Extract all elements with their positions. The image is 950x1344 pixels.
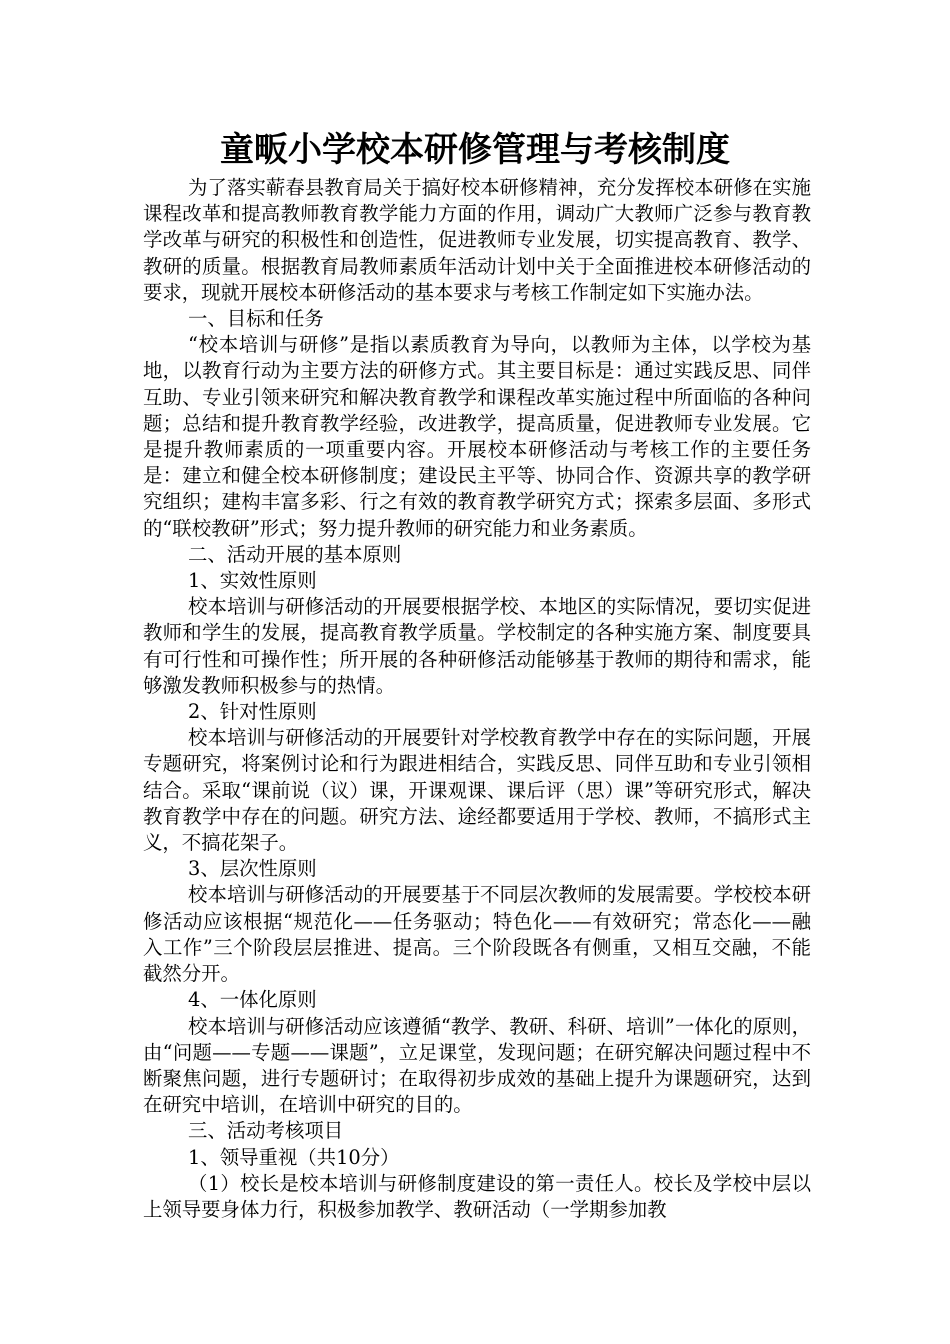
heading-principles: 二、活动开展的基本原则 (188, 542, 402, 566)
paragraph-principle-4: 校本培训与研修活动应该遵循“教学、教研、科研、培训”一体化的原则，由“问题——专题——课题”，立足课堂，发现问题；在研究解决问题过程中不断聚焦问题，进行专题研讨；在取得初步成效的基础上提升为课题研究，达到在研究中培训，在培训中研究的目的。 (143, 1014, 811, 1117)
heading-principle-4: 4、一体化原则 (188, 988, 317, 1012)
paragraph-principle-3: 校本培训与研修活动的开展要基于不同层次教师的发展需要。学校校本研修活动应该根据“规范化——任务驱动；特色化——有效研究；常态化——融入工作”三个阶段层层推进、提高。三个阶段既各有侧重，又相互交融，不能截然分开。 (143, 883, 811, 986)
heading-principle-3: 3、层次性原则 (188, 857, 317, 881)
paragraph-intro: 为了落实蕲春县教育局关于搞好校本研修精神，充分发挥校本研修在实施课程改革和提高教师教育教学能力方面的作用，调动广大教师广泛参与教育教学改革与研究的积极性和创造性，促进教师专业发展，切实提高教育、教学、教研的质量。根据教育局教师素质年活动计划中关于全面推进校本研修活动的要求，现就开展校本研修活动的基本要求与考核工作制定如下实施办法。 (143, 176, 811, 304)
heading-assessment-1: 1、领导重视（共10分） (188, 1145, 400, 1169)
heading-principle-2: 2、针对性原则 (188, 700, 317, 724)
heading-assessment: 三、活动考核项目 (188, 1119, 344, 1143)
document-title: 童畈小学校本研修管理与考核制度 (220, 130, 730, 170)
heading-principle-1: 1、实效性原则 (188, 569, 317, 593)
heading-goals: 一、目标和任务 (188, 307, 324, 331)
paragraph-assessment-1: （1）校长是校本培训与研修制度建设的第一责任人。校长及学校中层以上领导要身体力行，积极参加教学、教研活动（一学期参加教 (143, 1171, 811, 1221)
paragraph-principle-2: 校本培训与研修活动的开展要针对学校教育教学中存在的实际问题，开展专题研究，将案例讨论和行为跟进相结合，实践反思、同伴互助和专业引领相结合。采取“课前说（议）课，开课观课、课后评（思）课”等研究形式，解决教育教学中存在的问题。研究方法、途经都要适用于学校、教师，不搞形式主义，不搞花架子。 (143, 726, 811, 855)
document-body (143, 175, 811, 1223)
paragraph-principle-1: 校本培训与研修活动的开展要根据学校、本地区的实际情况，要切实促进教师和学生的发展，提高教育教学质量。学校制定的各种实施方案、制度要具有可行性和可操作性；所开展的各种研修活动能够基于教师的期待和需求，能够激发教师积极参与的热情。 (143, 595, 811, 697)
paragraph-goals: “校本培训与研修”是指以素质教育为导向，以教师为主体，以学校为基地，以教育行动为主要方法的研修方式。其主要目标是：通过实践反思、同伴互助、专业引领来研究和解决教育教学和课程改革实施过程中所面临的各种问题；总结和提升教育教学经验，改进教学，提高质量，促进教师专业发展。它是提升教师素质的一项重要内容。开展校本研修活动与考核工作的主要任务是：建立和健全校本研修制度；建设民主平等、协同合作、资源共享的教学研究组织；建构丰富多彩、行之有效的教育教学研究方式；探索多层面、多形式的“联校教研”形式；努力提升教师的研究能力和业务素质。 (143, 333, 811, 540)
